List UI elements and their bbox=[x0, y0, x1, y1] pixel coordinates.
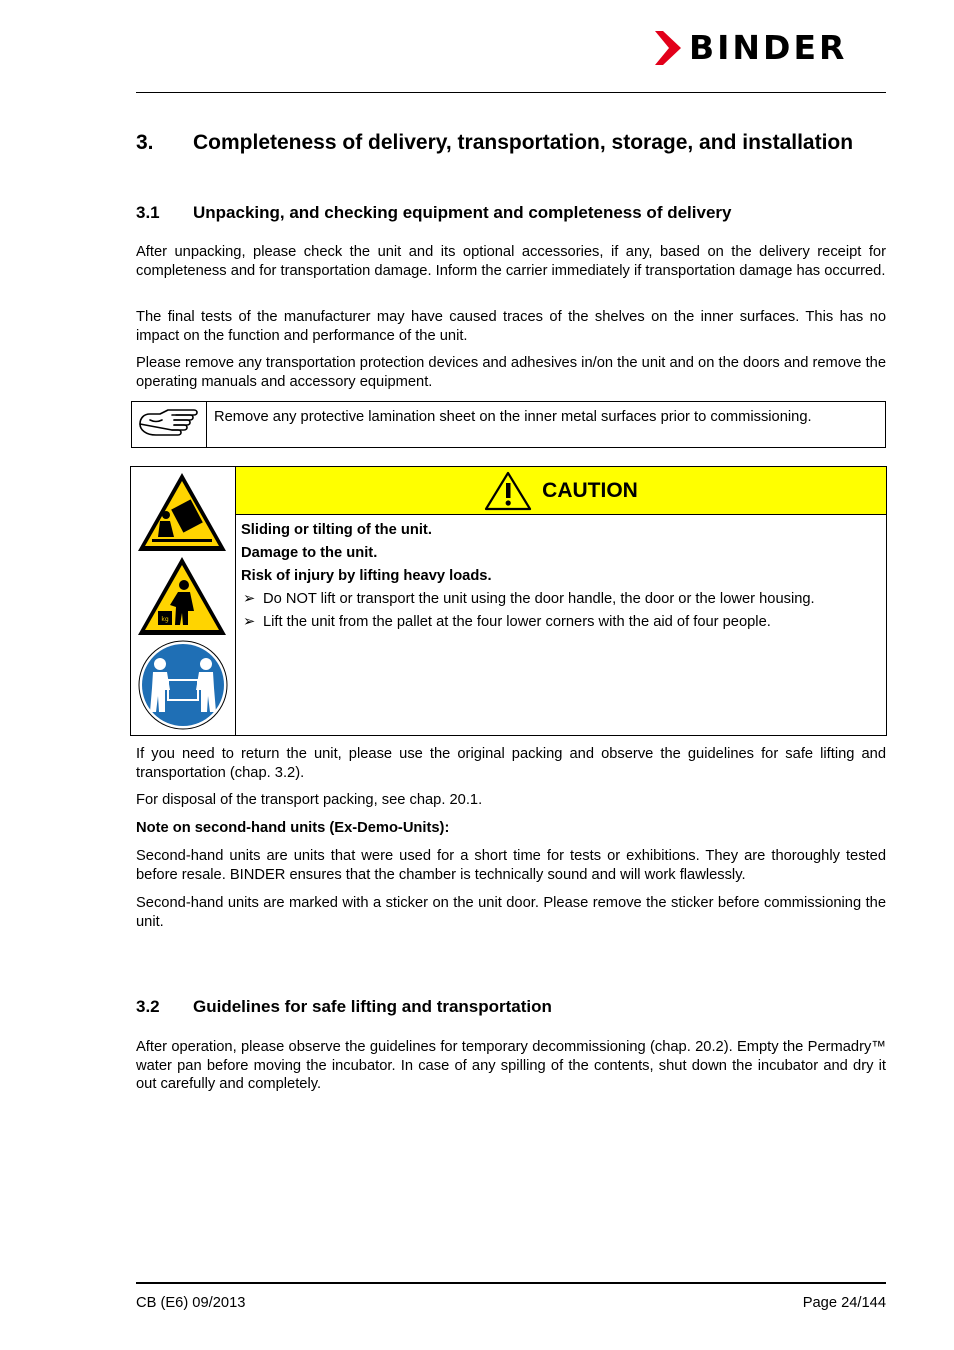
logo-wordmark: BINDER bbox=[689, 28, 848, 67]
arrow-bullet-icon: ➢ bbox=[243, 614, 256, 630]
footer-doc-id: CB (E6) 09/2013 bbox=[136, 1295, 246, 1311]
note-text: Remove any protective lamination sheet on the inner metal surfaces prior to commissioning. bbox=[214, 409, 812, 425]
paragraph: After unpacking, please check the unit and its optional accessories, if any, based on the delivery receipt for completeness and for transportation damage. Inform the carrier immediately if transportation damage has occurred. bbox=[136, 244, 886, 279]
footer-rule bbox=[136, 1282, 886, 1284]
note-icon-cell bbox=[132, 402, 207, 447]
caution-line: Sliding or tilting of the unit. bbox=[241, 522, 432, 538]
heavy-load-hazard-icon bbox=[136, 555, 228, 637]
section-heading bbox=[136, 130, 886, 156]
caution-bullet bbox=[241, 611, 881, 634]
subsection-number: 3.2 bbox=[136, 997, 160, 1016]
paragraph: After operation, please observe the guidelines for temporary decommissioning (chap. 20.2). Empty the Permadry™ water pan before moving the incubator. In case of any spilling of the contents, shut down the incubator and dry it out carefully and completely. bbox=[136, 1039, 886, 1092]
pointing-hand-icon bbox=[132, 402, 206, 447]
subsection-title: Unpacking, and checking equipment and completeness of delivery bbox=[193, 203, 732, 222]
tilting-hazard-icon bbox=[136, 471, 228, 553]
caution-box bbox=[130, 466, 887, 736]
subsection-heading-3-2 bbox=[136, 996, 552, 1018]
section-number: 3. bbox=[136, 131, 154, 154]
caution-line: Risk of injury by lifting heavy loads. bbox=[241, 568, 492, 584]
svg-text:kg: kg bbox=[161, 616, 169, 623]
caution-body bbox=[241, 519, 881, 634]
paragraph: Please remove any transportation protection devices and adhesives in/on the unit and on the doors and remove the operating manuals and accessory equipment. bbox=[136, 355, 886, 390]
paragraph: If you need to return the unit, please use the original packing and observe the guidelines for safe lifting and transportation (chap. 3.2). bbox=[136, 746, 886, 781]
caution-icons-column bbox=[131, 467, 236, 735]
subsection-title: Guidelines for safe lifting and transportation bbox=[193, 997, 552, 1016]
caution-heading-bar bbox=[236, 467, 886, 515]
arrow-bullet-icon: ➢ bbox=[243, 591, 256, 607]
binder-logo bbox=[655, 30, 847, 66]
note-box bbox=[131, 401, 886, 448]
binder-chevron-icon bbox=[655, 31, 681, 65]
paragraph: Second-hand units are units that were used for a short time for tests or exhibitions. They are thoroughly tested before resale. BINDER ensures that the chamber is technically sound and will work flawlessly. bbox=[136, 848, 886, 883]
subsection-heading-3-1 bbox=[136, 202, 731, 224]
two-person-lift-icon bbox=[138, 640, 228, 730]
caution-line: Damage to the unit. bbox=[241, 545, 378, 561]
section-title: Completeness of delivery, transportation, storage, and installation bbox=[193, 131, 854, 154]
paragraph: The final tests of the manufacturer may have caused traces of the shelves on the inner surfaces. This has no impact on the function and performance of the unit. bbox=[136, 309, 886, 344]
caution-bullet-text: Do NOT lift or transport the unit using the door handle, the door or the lower housing. bbox=[263, 591, 815, 607]
caution-bullet bbox=[241, 588, 881, 611]
footer-page-number: Page 24/144 bbox=[802, 1295, 886, 1311]
paragraph: For disposal of the transport packing, see chap. 20.1. bbox=[136, 792, 483, 808]
caution-heading: CAUTION bbox=[542, 478, 638, 502]
note-heading: Note on second-hand units (Ex-Demo-Units): bbox=[136, 820, 450, 836]
subsection-number: 3.1 bbox=[136, 203, 160, 222]
header-rule bbox=[136, 92, 886, 93]
warning-triangle-icon bbox=[484, 471, 532, 511]
paragraph: Second-hand units are marked with a sticker on the unit door. Please remove the sticker before commissioning the unit. bbox=[136, 895, 886, 930]
caution-bullet-text: Lift the unit from the pallet at the four lower corners with the aid of four people. bbox=[263, 614, 771, 630]
